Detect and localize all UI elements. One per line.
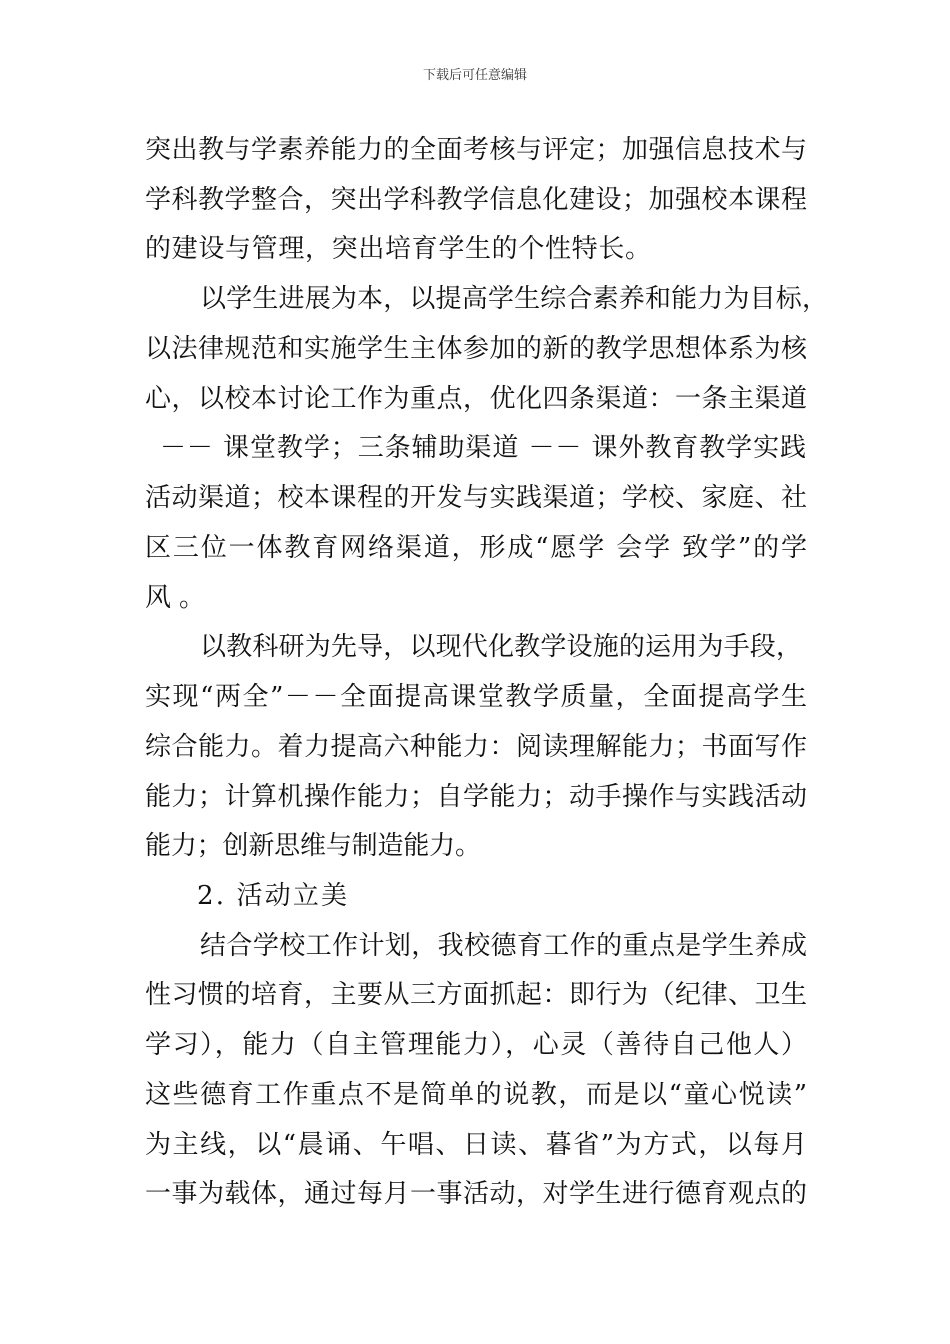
section-heading: 2. 活动立美	[197, 881, 350, 911]
text-line: 能力；计算机操作能力；自学能力；动手操作与实践活动	[145, 782, 808, 812]
text-line: 学科教学整合，突出学科教学信息化建设；加强校本课程	[145, 185, 808, 215]
text-line: 以法律规范和实施学生主体参加的新的教学思想体系为核	[145, 334, 808, 364]
text-line: 心，以校本讨论工作为重点，优化四条渠道：一条主渠道	[145, 384, 808, 414]
text-line: 实现“两全”－－全面提高课堂教学质量，全面提高学生	[145, 682, 809, 712]
text-line: 能力；创新思维与制造能力。	[145, 831, 481, 861]
text-line: 一事为载体，通过每月一事活动，对学生进行德育观点的	[145, 1179, 808, 1209]
text-line: 以学生进展为本，以提高学生综合素养和能力为目标，	[200, 284, 829, 314]
text-line: －－ 课堂教学；三条辅助渠道 －－ 课外教育教学实践	[160, 433, 807, 463]
text-line: 这些德育工作重点不是简单的说教，而是以“童心悦读”	[145, 1080, 809, 1110]
text-line: 性习惯的培育，主要从三方面抓起：即行为（纪律、卫生	[145, 980, 808, 1010]
text-line: 区三位一体教育网络渠道，形成“愿学 会学 致学”的学	[145, 533, 809, 563]
text-line: 突出教与学素养能力的全面考核与评定；加强信息技术与	[145, 135, 808, 165]
text-line: 综合能力。着力提高六种能力：阅读理解能力；书面写作	[145, 732, 808, 762]
text-line: 结合学校工作计划，我校德育工作的重点是学生养成	[200, 931, 808, 961]
text-line: 为主线，以“晨诵、午唱、日读、暮省”为方式，以每月	[145, 1130, 809, 1160]
text-line: 学习），能力（自主管理能力），心灵（善待自己他人）	[145, 1030, 809, 1060]
text-line: 的建设与管理，突出培育学生的个性特长。	[145, 234, 652, 264]
text-line: 活动渠道；校本课程的开发与实践渠道；学校、家庭、社	[145, 483, 808, 513]
text-line: 风。	[145, 583, 213, 613]
text-line: 以教科研为先导，以现代化教学设施的运用为手段，	[200, 632, 803, 662]
page-header: 下载后可任意编辑	[422, 68, 527, 83]
